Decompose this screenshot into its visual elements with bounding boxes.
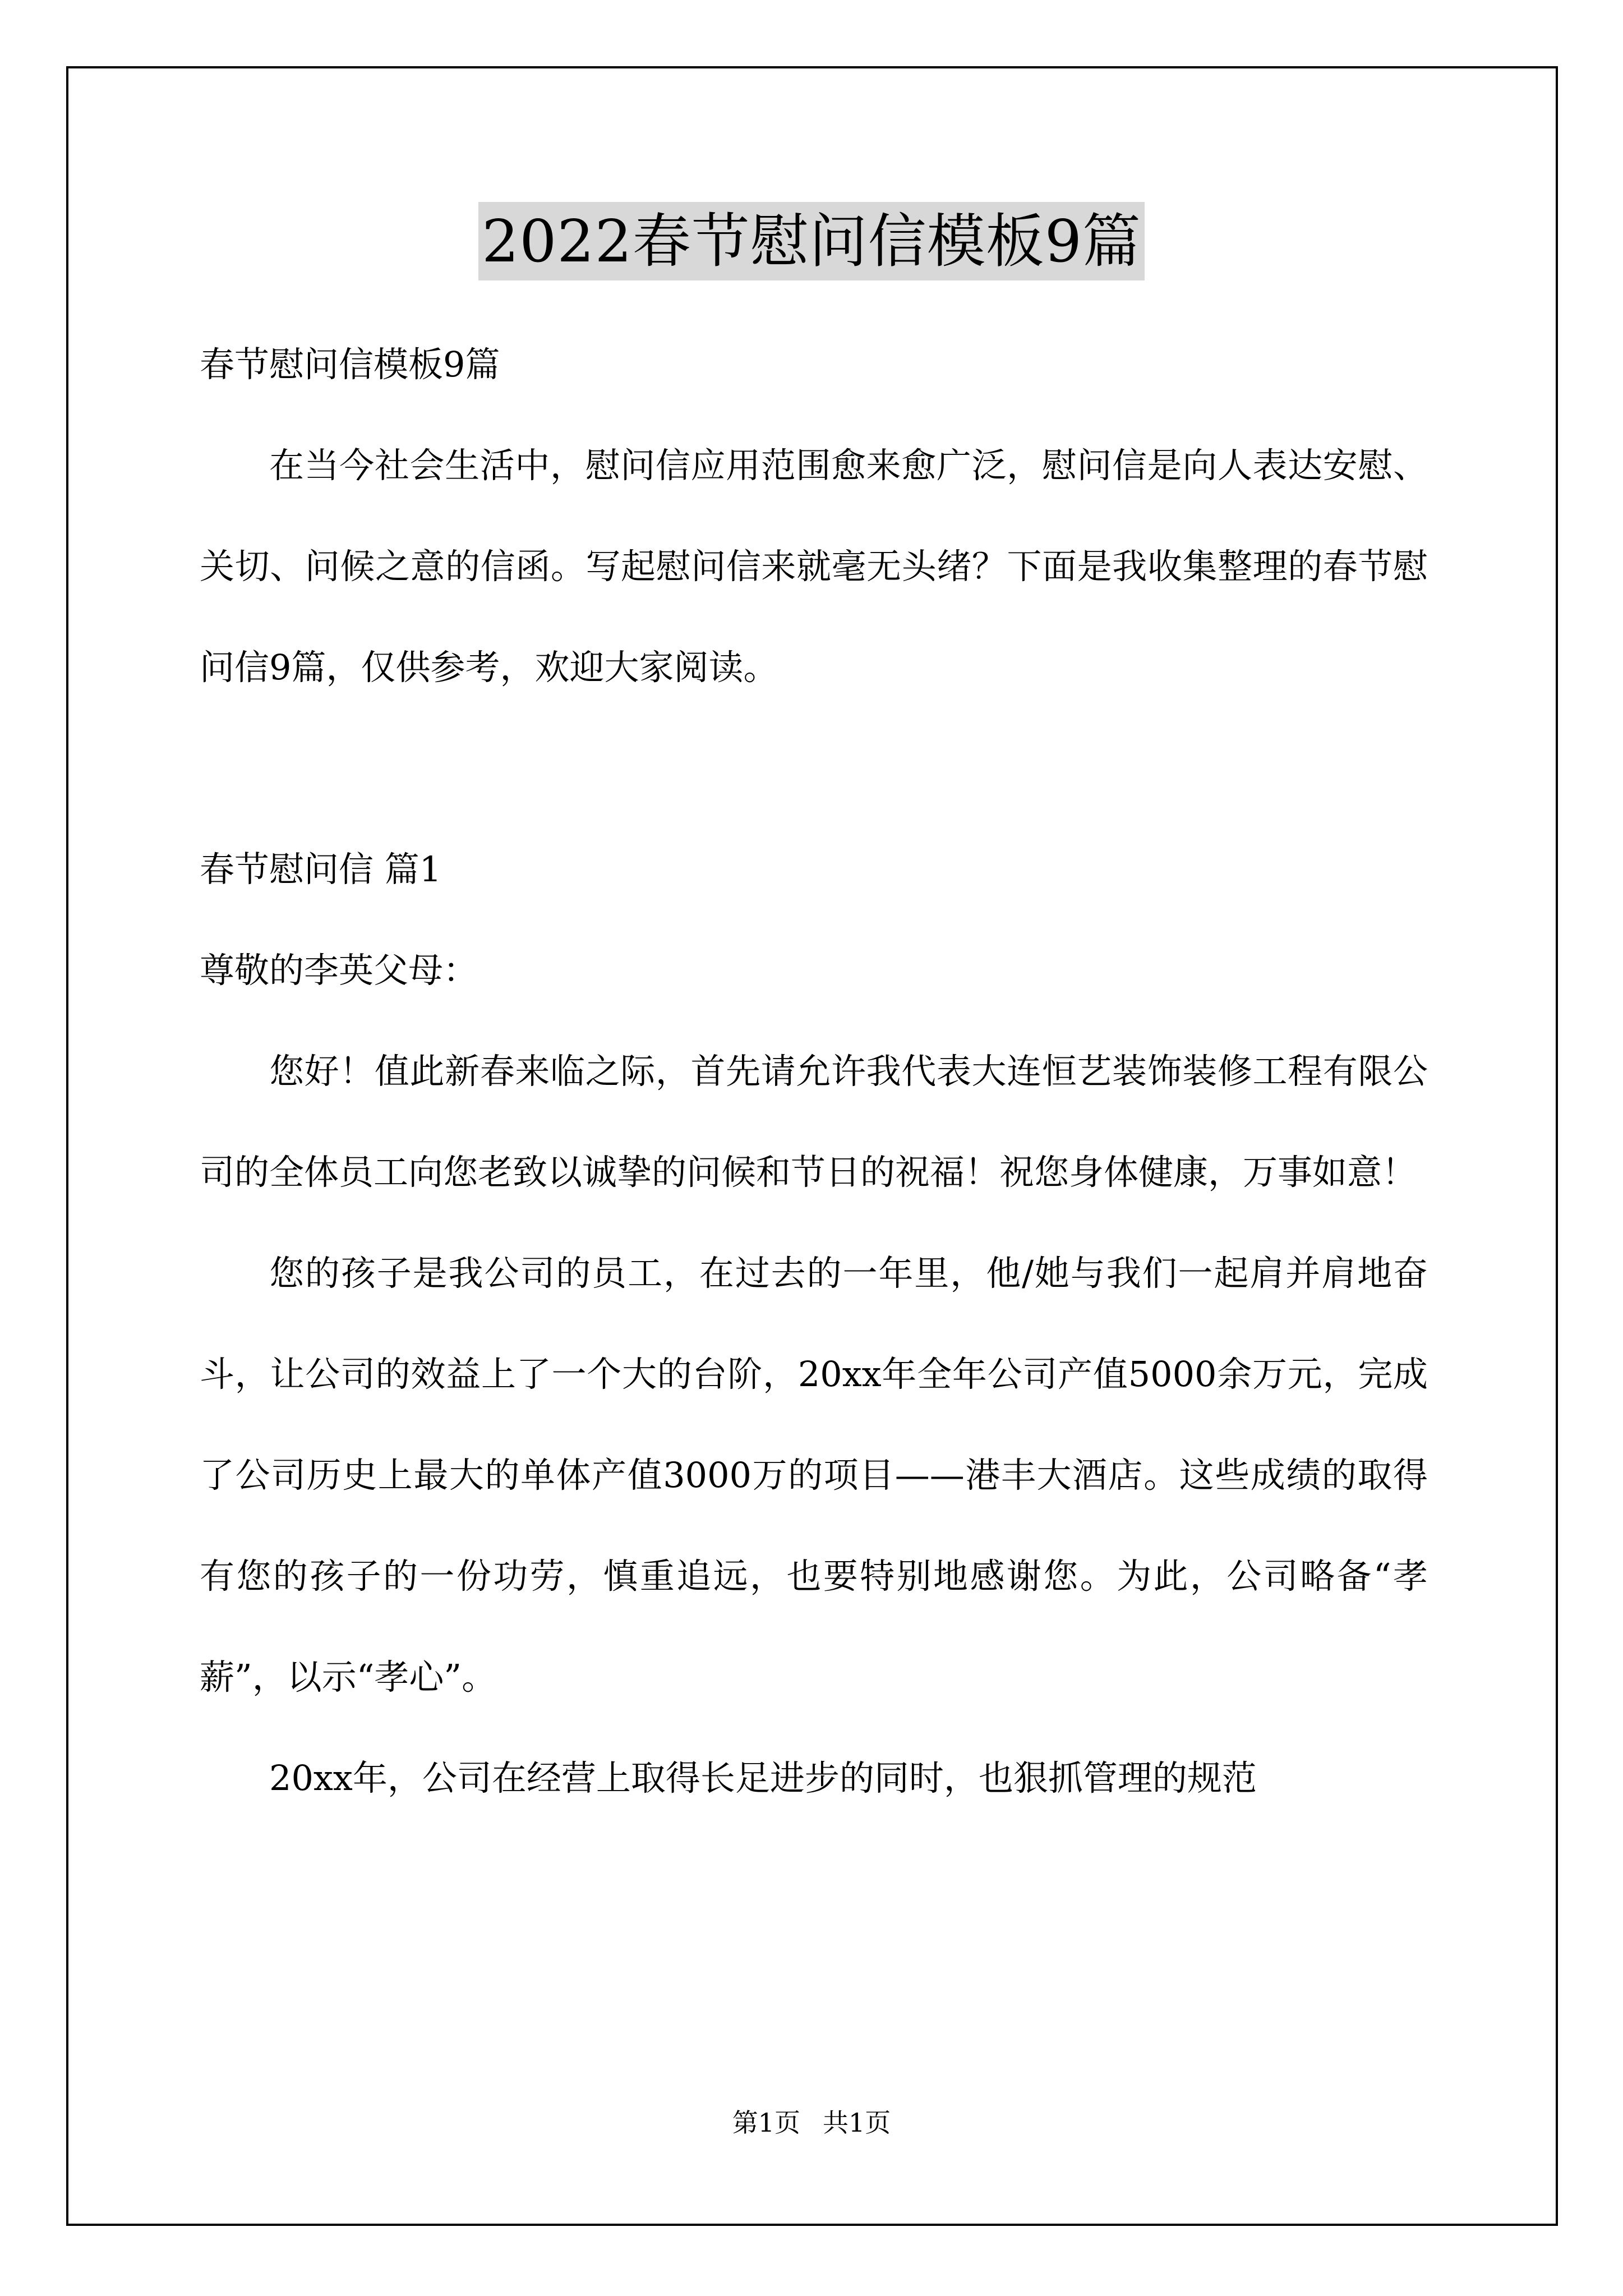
body-paragraph-2: 您的孩子是我公司的员工，在过去的一年里，他/她与我们一起肩并肩地奋斗，让公司的效益上了一个大的台阶，20xx年全年公司产值5000余万元，完成了公司历史上最大的单体产值3000万的项目——港丰大酒店。这些成绩的取得有您的孩子的一份功劳，慎重追远，也要特别地感谢您。为此，公司略备“孝薪”，以示“孝心”。 — [200, 1253, 1428, 1697]
document-title: 2022春节慰问信模板9篇 — [478, 202, 1145, 280]
section-gap — [200, 718, 1428, 819]
intro-paragraph: 在当今社会生活中，慰问信应用范围愈来愈广泛，慰问信是向人表达安慰、关切、问候之意的信函。写起慰问信来就毫无头绪？下面是我收集整理的春节慰问信9篇，仅供参考，欢迎大家阅读。 — [200, 445, 1428, 688]
subtitle: 春节慰问信模板9篇 — [200, 344, 500, 385]
document-body — [200, 314, 1428, 1829]
body-paragraph-3: 20xx年，公司在经营上取得长足进步的同时，也狠抓管理的规范 — [269, 1757, 1257, 1798]
body-paragraph-1: 您好！值此新春来临之际，首先请允许我代表大连恒艺装饰装修工程有限公司的全体员工向您老致以诚挚的问候和节日的祝福！祝您身体健康，万事如意！ — [200, 1051, 1428, 1193]
page-footer — [0, 2106, 1623, 2139]
section-heading: 春节慰问信 篇1 — [200, 849, 442, 890]
page-total: 共1页 — [823, 2108, 891, 2138]
title-container — [0, 202, 1623, 280]
page-number: 第1页 — [732, 2108, 800, 2138]
salutation: 尊敬的李英父母： — [200, 950, 478, 991]
